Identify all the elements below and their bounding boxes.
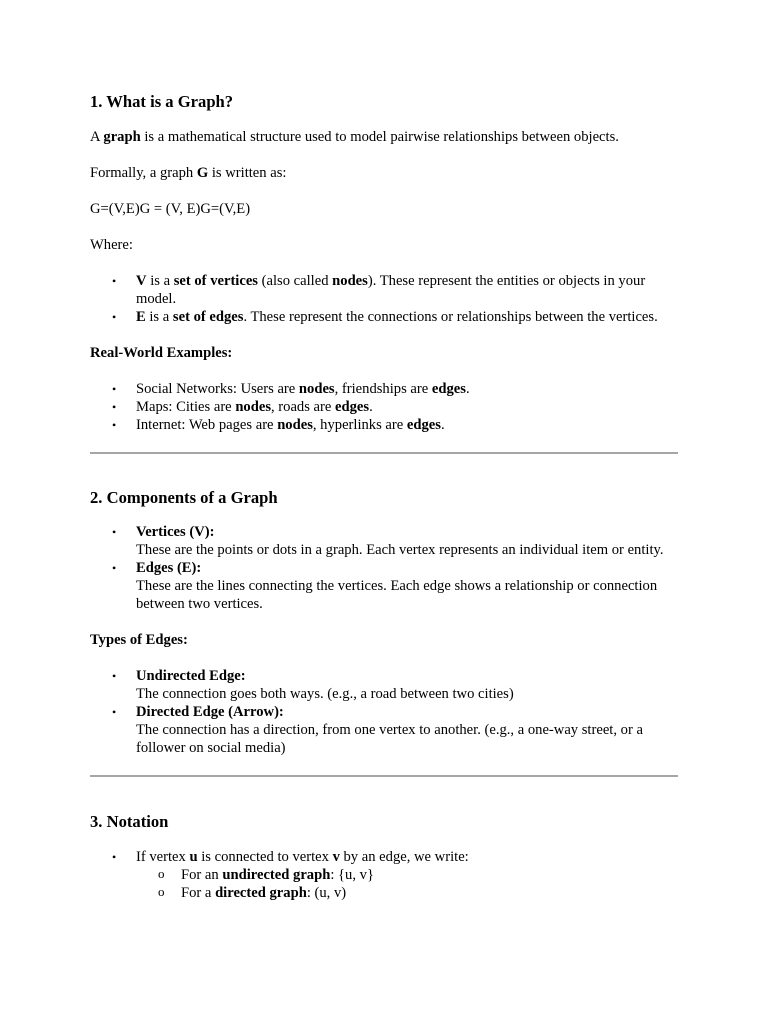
list-item: • Vertices (V): These are the points or dots in a graph. Each vertex represents an individual item or entity.	[90, 523, 680, 559]
components-list	[90, 523, 680, 613]
list-item: o For a directed graph: (u, v)	[136, 884, 680, 902]
list-item: • V is a set of vertices (also called nodes). These represent the entities or objects in your model.	[90, 272, 680, 308]
formal-statement: Formally, a graph G is written as:	[90, 165, 287, 181]
edge-types-heading: Types of Edges:	[90, 632, 188, 648]
section-1-heading: 1. What is a Graph?	[90, 92, 234, 111]
list-item: • E is a set of edges. These represent the connections or relationships between the vertices.	[90, 308, 680, 326]
definition-list	[90, 272, 680, 326]
list-item: o For an undirected graph: {u, v}	[136, 866, 680, 884]
list-item: • Undirected Edge: The connection goes both ways. (e.g., a road between two cities)	[90, 667, 680, 703]
list-item: • If vertex u is connected to vertex v by an edge, we write: o For an undirected graph: {u, v} o For a directed graph: (u, v)	[90, 848, 680, 902]
examples-list	[90, 380, 680, 434]
list-item: • Internet: Web pages are nodes, hyperlinks are edges.	[90, 416, 680, 434]
section-3-heading: 3. Notation	[90, 812, 169, 831]
notation-list	[90, 848, 680, 902]
section-2-heading: 2. Components of a Graph	[90, 488, 278, 507]
list-item: • Directed Edge (Arrow): The connection has a direction, from one vertex to another. (e.g., a one-way street, or a follower on social media)	[90, 703, 680, 757]
list-item: • Social Networks: Users are nodes, friendships are edges.	[90, 380, 680, 398]
where-label: Where:	[90, 237, 133, 253]
graph-definition: A graph is a mathematical structure used to model pairwise relationships between objects.	[90, 129, 619, 145]
graph-formula: G=(V,E)G = (V, E)G=(V,E)	[90, 201, 251, 217]
edge-types-list	[90, 667, 680, 757]
list-item: • Maps: Cities are nodes, roads are edges.	[90, 398, 680, 416]
list-item: • Edges (E): These are the lines connecting the vertices. Each edge shows a relationship or connection between two vertices.	[90, 559, 680, 613]
notation-sublist	[136, 866, 680, 902]
document-body	[90, 91, 680, 902]
examples-heading: Real-World Examples:	[90, 345, 233, 361]
